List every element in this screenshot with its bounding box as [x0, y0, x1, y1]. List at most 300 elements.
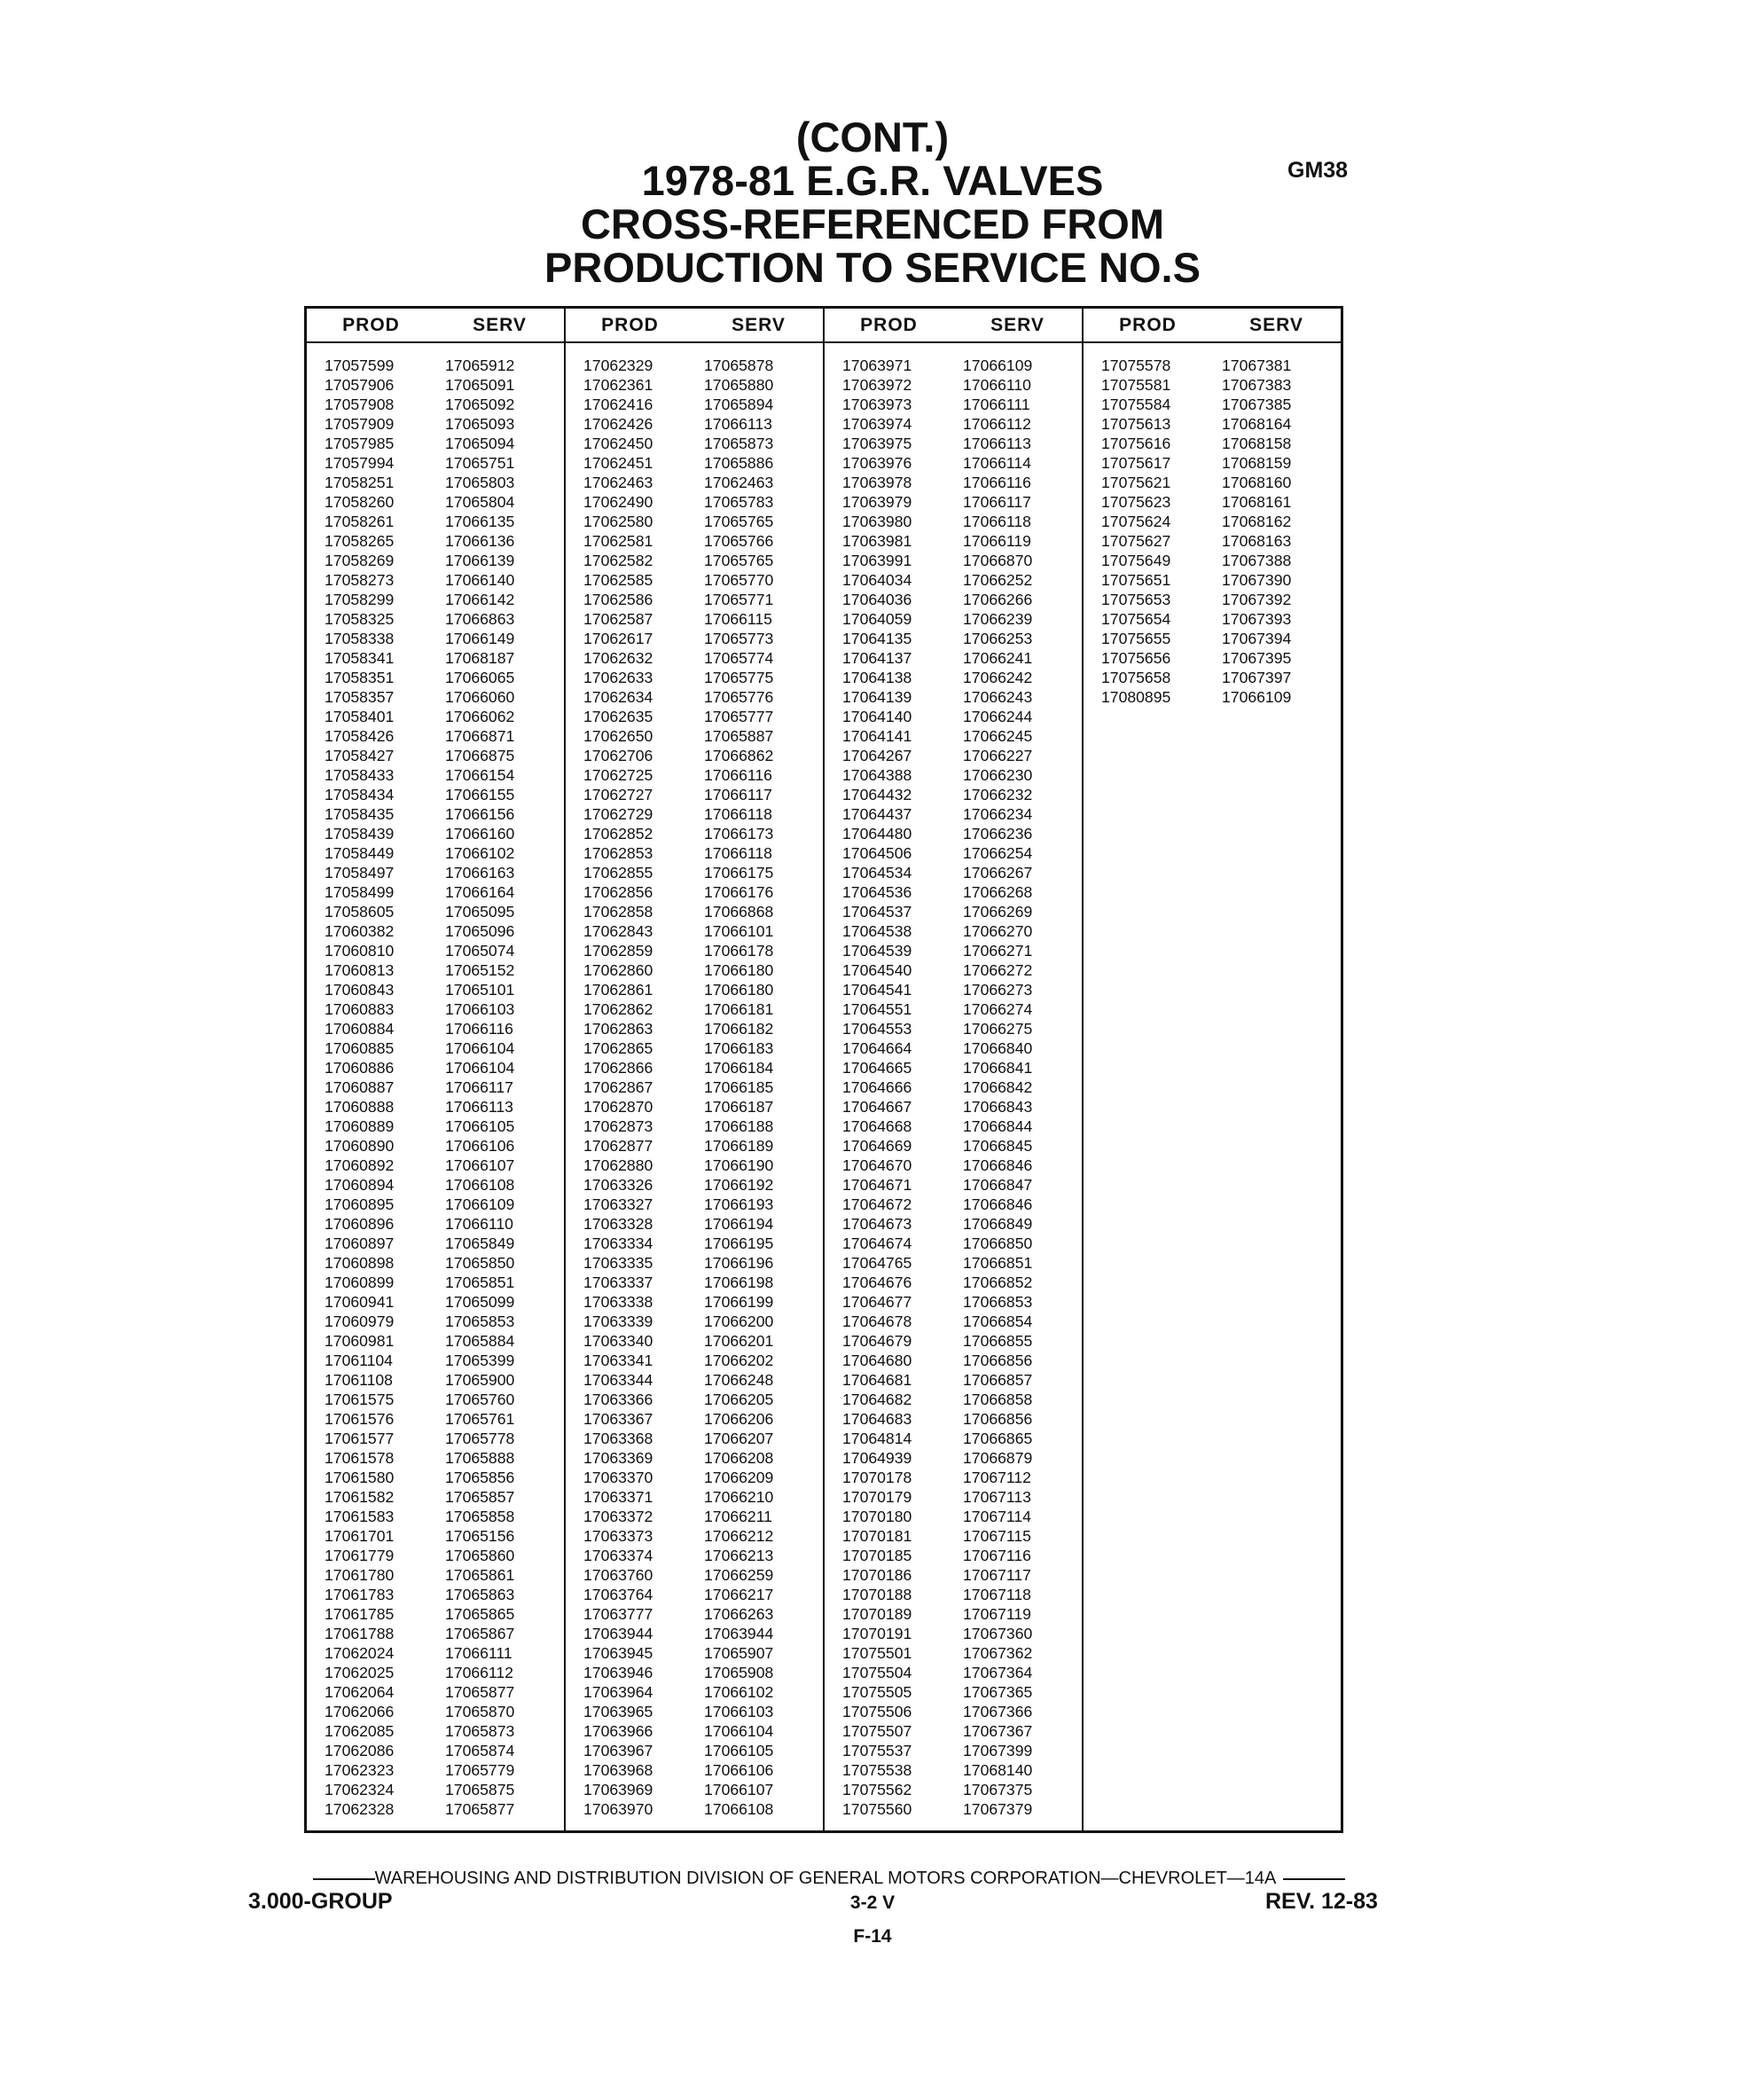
- table-row: [566, 609, 823, 629]
- table-row: [566, 785, 823, 804]
- serv-number: 17066110: [963, 376, 1031, 394]
- prod-number: 17058299: [325, 591, 395, 608]
- table-row: [825, 551, 1082, 570]
- table-row: [566, 1370, 823, 1390]
- prod-number: 17064765: [842, 1254, 912, 1272]
- table-row: [307, 1643, 564, 1663]
- prod-number: 17063340: [583, 1332, 653, 1350]
- serv-number: 17065101: [445, 981, 515, 999]
- serv-number: 17066846: [963, 1156, 1033, 1174]
- prod-number: 17062866: [583, 1059, 653, 1077]
- serv-number: 17063944: [704, 1625, 774, 1642]
- table-row: [566, 902, 823, 921]
- table-row: [566, 726, 823, 746]
- prod-number: 17063945: [583, 1644, 653, 1662]
- table-row: [307, 512, 564, 531]
- table-row: [307, 668, 564, 687]
- table-row: [307, 1565, 564, 1585]
- prod-number: 17075501: [842, 1644, 912, 1662]
- prod-number: 17062581: [583, 532, 653, 550]
- prod-number: 17063344: [583, 1371, 653, 1389]
- serv-number: 17066154: [445, 766, 515, 784]
- serv-number: 17065865: [445, 1605, 515, 1623]
- prod-number: 17075537: [842, 1742, 912, 1759]
- table-row: [825, 1760, 1082, 1780]
- serv-number: 17065761: [445, 1410, 515, 1428]
- serv-number: 17065783: [704, 493, 774, 511]
- serv-number: 17066114: [963, 454, 1031, 472]
- serv-number: 17066060: [445, 688, 515, 706]
- prod-number: 17064388: [842, 766, 912, 784]
- table-row: [1084, 395, 1341, 414]
- prod-number: 17060889: [325, 1117, 395, 1135]
- serv-number: 17066118: [704, 844, 772, 862]
- serv-number: 17066180: [704, 961, 774, 979]
- header-serv: SERV: [732, 314, 786, 335]
- prod-number: 17064539: [842, 942, 912, 960]
- table-row: [566, 1312, 823, 1331]
- table-row: [307, 648, 564, 668]
- serv-number: 17066268: [963, 883, 1033, 901]
- serv-number: 17065776: [704, 688, 774, 706]
- table-row: [566, 765, 823, 785]
- serv-number: 17066844: [963, 1117, 1033, 1135]
- serv-number: 17066193: [704, 1195, 774, 1213]
- prod-number: 17062862: [583, 1000, 653, 1018]
- table-row: [307, 1741, 564, 1760]
- table-row: [307, 492, 564, 512]
- table-row: [825, 375, 1082, 395]
- serv-number: 17066108: [704, 1800, 774, 1818]
- table-row: [566, 980, 823, 999]
- prod-number: 17075651: [1101, 571, 1171, 589]
- table-row: [307, 609, 564, 629]
- prod-number: 17062867: [583, 1078, 653, 1096]
- serv-number: 17067112: [963, 1469, 1031, 1486]
- prod-number: 17070180: [842, 1508, 912, 1525]
- serv-number: 17067383: [1222, 376, 1292, 394]
- cross-reference-table: [304, 306, 1343, 1833]
- serv-number: 17066140: [445, 571, 515, 589]
- serv-number: 17065877: [445, 1800, 515, 1818]
- table-row: [825, 1663, 1082, 1682]
- serv-number: 17067366: [963, 1703, 1033, 1720]
- prod-number: 17063972: [842, 376, 912, 394]
- serv-number: 17067379: [963, 1800, 1033, 1818]
- table-column-group: [307, 309, 566, 1830]
- serv-number: 17067364: [963, 1664, 1033, 1681]
- table-row: [566, 1741, 823, 1760]
- prod-number: 17075617: [1101, 454, 1171, 472]
- table-row: [307, 843, 564, 863]
- table-row: [825, 1468, 1082, 1487]
- table-row: [566, 1390, 823, 1409]
- serv-number: 17066139: [445, 552, 515, 569]
- serv-number: 17065860: [445, 1547, 515, 1564]
- prod-number: 17060843: [325, 981, 395, 999]
- serv-number: 17065092: [445, 396, 515, 413]
- serv-number: 17066112: [445, 1664, 513, 1681]
- table-row: [307, 531, 564, 551]
- serv-number: 17066116: [963, 474, 1031, 491]
- serv-number: 17066252: [963, 571, 1033, 589]
- prod-number: 17070189: [842, 1605, 912, 1623]
- serv-number: 17066108: [445, 1176, 515, 1194]
- prod-number: 17063974: [842, 415, 912, 433]
- prod-number: 17064137: [842, 649, 912, 667]
- table-row: [307, 1604, 564, 1624]
- table-row: [566, 1682, 823, 1702]
- serv-number: 17066107: [704, 1781, 774, 1798]
- table-row: [1084, 570, 1341, 590]
- table-row: [307, 570, 564, 590]
- serv-number: 17066227: [963, 747, 1033, 764]
- serv-number: 17065870: [445, 1703, 515, 1720]
- serv-number: 17065751: [445, 454, 515, 472]
- table-row: [825, 1780, 1082, 1799]
- prod-number: 17064036: [842, 591, 912, 608]
- serv-number: 17066852: [963, 1273, 1033, 1291]
- prod-number: 17062328: [325, 1800, 395, 1818]
- prod-number: 17063372: [583, 1508, 653, 1525]
- table-row: [566, 1097, 823, 1117]
- table-row: [825, 1507, 1082, 1526]
- serv-number: 17066236: [963, 825, 1033, 842]
- table-row: [566, 1077, 823, 1097]
- prod-number: 17064138: [842, 669, 912, 686]
- table-row: [307, 785, 564, 804]
- table-row: [825, 902, 1082, 921]
- prod-number: 17058433: [325, 766, 395, 784]
- prod-number: 17075623: [1101, 493, 1171, 511]
- prod-number: 17058357: [325, 688, 395, 706]
- table-row: [825, 1370, 1082, 1390]
- serv-number: 17067365: [963, 1683, 1033, 1701]
- serv-number: 17068164: [1222, 415, 1292, 433]
- table-row: [566, 414, 823, 434]
- table-row: [825, 570, 1082, 590]
- prod-number: 17064668: [842, 1117, 912, 1135]
- prod-number: 17075656: [1101, 649, 1171, 667]
- table-row: [307, 395, 564, 414]
- table-row: [307, 1702, 564, 1721]
- serv-number: 17065884: [445, 1332, 515, 1350]
- table-row: [825, 1526, 1082, 1546]
- prod-number: 17070191: [842, 1625, 912, 1642]
- table-row: [307, 1019, 564, 1038]
- serv-number: 17065856: [445, 1469, 515, 1486]
- header-prod: PROD: [1119, 314, 1177, 335]
- prod-number: 17062361: [583, 376, 653, 394]
- table-row: [307, 882, 564, 902]
- prod-number: 17058401: [325, 708, 395, 725]
- prod-number: 17064681: [842, 1371, 912, 1389]
- serv-number: 17067360: [963, 1625, 1033, 1642]
- table-row: [307, 902, 564, 921]
- table-row: [825, 1273, 1082, 1292]
- prod-number: 17062586: [583, 591, 653, 608]
- serv-number: 17066190: [704, 1156, 774, 1174]
- table-row: [307, 1058, 564, 1077]
- serv-number: 17066248: [704, 1371, 774, 1389]
- serv-number: 17065803: [445, 474, 515, 491]
- prod-number: 17064551: [842, 1000, 912, 1018]
- table-row: [307, 1526, 564, 1546]
- serv-number: 17065873: [704, 435, 774, 452]
- serv-number: 17066254: [963, 844, 1033, 862]
- serv-number: 17065777: [704, 708, 774, 725]
- table-row: [566, 356, 823, 375]
- serv-number: 17066842: [963, 1078, 1033, 1096]
- prod-number: 17064506: [842, 844, 912, 862]
- prod-number: 17063339: [583, 1312, 653, 1330]
- table-row: [307, 434, 564, 453]
- title-line-4: PRODUCTION TO SERVICE NO.S: [544, 244, 1201, 291]
- prod-number: 17063967: [583, 1742, 653, 1759]
- serv-number: 17066862: [704, 747, 774, 764]
- prod-number: 17062580: [583, 513, 653, 530]
- serv-number: 17068162: [1222, 513, 1292, 530]
- serv-number: 17066102: [704, 1683, 774, 1701]
- serv-number: 17066856: [963, 1410, 1033, 1428]
- prod-number: 17064678: [842, 1312, 912, 1330]
- prod-number: 17062490: [583, 493, 653, 511]
- table-row: [307, 1799, 564, 1819]
- prod-number: 17058273: [325, 571, 395, 589]
- prod-number: 17064670: [842, 1156, 912, 1174]
- serv-number: 17066196: [704, 1254, 774, 1272]
- prod-number: 17058260: [325, 493, 395, 511]
- prod-number: 17062727: [583, 786, 653, 803]
- table-row: [566, 1604, 823, 1624]
- serv-number: 17068160: [1222, 474, 1292, 491]
- prod-number: 17058497: [325, 864, 395, 882]
- serv-number: 17065096: [445, 922, 515, 940]
- prod-number: 17060382: [325, 922, 395, 940]
- serv-number: 17065912: [445, 357, 515, 374]
- table-row: [1084, 453, 1341, 473]
- prod-number: 17064034: [842, 571, 912, 589]
- table-row: [825, 1565, 1082, 1585]
- serv-number: 17066243: [963, 688, 1033, 706]
- prod-number: 17063966: [583, 1722, 653, 1740]
- prod-number: 17064541: [842, 981, 912, 999]
- table-row: [825, 726, 1082, 746]
- serv-number: 17067375: [963, 1781, 1033, 1798]
- table-row: [566, 1253, 823, 1273]
- table-row: [825, 1253, 1082, 1273]
- prod-number: 17063979: [842, 493, 912, 511]
- prod-number: 17060888: [325, 1098, 395, 1116]
- prod-number: 17063368: [583, 1430, 653, 1447]
- table-row: [1084, 473, 1341, 492]
- serv-number: 17065760: [445, 1391, 515, 1408]
- prod-number: 17060899: [325, 1273, 395, 1291]
- prod-number: 17075538: [842, 1761, 912, 1779]
- table-row: [566, 375, 823, 395]
- serv-number: 17066853: [963, 1293, 1033, 1311]
- table-row: [825, 1175, 1082, 1195]
- prod-number: 17062086: [325, 1742, 395, 1759]
- serv-number: 17068163: [1222, 532, 1292, 550]
- table-row: [825, 356, 1082, 375]
- serv-number: 17066263: [704, 1605, 774, 1623]
- prod-number: 17057908: [325, 396, 395, 413]
- table-row: [307, 1448, 564, 1468]
- serv-number: 17066253: [963, 630, 1033, 647]
- serv-number: 17065875: [445, 1781, 515, 1798]
- table-row: [307, 1195, 564, 1214]
- column-header: [825, 309, 1082, 343]
- prod-number: 17060979: [325, 1312, 395, 1330]
- table-row: [566, 570, 823, 590]
- table-row: [1084, 629, 1341, 648]
- table-row: [307, 1468, 564, 1487]
- serv-number: 17065765: [704, 513, 774, 530]
- serv-number: 17065858: [445, 1508, 515, 1525]
- prod-number: 17060883: [325, 1000, 395, 1018]
- prod-number: 17063978: [842, 474, 912, 491]
- prod-number: 17063367: [583, 1410, 653, 1428]
- table-row: [307, 960, 564, 980]
- prod-number: 17070179: [842, 1488, 912, 1506]
- prod-number: 17075624: [1101, 513, 1171, 530]
- table-row: [566, 1448, 823, 1468]
- serv-number: 17066113: [445, 1098, 513, 1116]
- serv-number: 17066201: [704, 1332, 774, 1350]
- serv-number: 17066101: [704, 922, 774, 940]
- prod-number: 17058427: [325, 747, 395, 764]
- serv-number: 17066118: [963, 513, 1031, 530]
- prod-number: 17075627: [1101, 532, 1171, 550]
- table-row: [825, 824, 1082, 843]
- prod-number: 17062587: [583, 610, 653, 628]
- prod-number: 17060941: [325, 1293, 395, 1311]
- serv-number: 17066850: [963, 1234, 1033, 1252]
- table-row: [566, 1780, 823, 1799]
- catalog-code: GM38: [1287, 158, 1349, 183]
- table-row: [825, 434, 1082, 453]
- prod-number: 17063337: [583, 1273, 653, 1291]
- prod-number: 17062880: [583, 1156, 653, 1174]
- table-row: [825, 1292, 1082, 1312]
- serv-number: 17066213: [704, 1547, 774, 1564]
- table-row: [1084, 531, 1341, 551]
- prod-number: 17061701: [325, 1527, 395, 1545]
- prod-number: 17063976: [842, 454, 912, 472]
- serv-number: 17065095: [445, 903, 515, 921]
- serv-number: 17066195: [704, 1234, 774, 1252]
- serv-number: 17066118: [704, 805, 772, 823]
- prod-number: 17064432: [842, 786, 912, 803]
- table-row: [566, 1624, 823, 1643]
- serv-number: 17065156: [445, 1527, 515, 1545]
- serv-number: 17066181: [704, 1000, 774, 1018]
- prod-number: 17064665: [842, 1059, 912, 1077]
- serv-number: 17065863: [445, 1586, 515, 1603]
- table-row: [307, 629, 564, 648]
- table-row: [825, 1429, 1082, 1448]
- serv-number: 17067390: [1222, 571, 1292, 589]
- prod-number: 17060894: [325, 1176, 395, 1194]
- serv-number: 17066189: [704, 1137, 774, 1155]
- prod-number: 17060981: [325, 1332, 395, 1350]
- serv-number: 17066211: [704, 1508, 772, 1525]
- serv-number: 17066208: [704, 1449, 774, 1467]
- table-row: [307, 1253, 564, 1273]
- table-row: [307, 1487, 564, 1507]
- table-row: [566, 473, 823, 492]
- table-row: [566, 1292, 823, 1312]
- prod-number: 17075658: [1101, 669, 1171, 686]
- serv-number: 17066104: [445, 1059, 515, 1077]
- footer-page-number: F-14: [853, 1926, 892, 1947]
- prod-number: 17064814: [842, 1430, 912, 1447]
- serv-number: 17066205: [704, 1391, 774, 1408]
- serv-number: 17066103: [445, 1000, 515, 1018]
- prod-number: 17062632: [583, 649, 653, 667]
- serv-number: 17065771: [704, 591, 774, 608]
- prod-number: 17064664: [842, 1039, 912, 1057]
- prod-number: 17062650: [583, 727, 653, 745]
- prod-number: 17064537: [842, 903, 912, 921]
- serv-number: 17065152: [445, 961, 515, 979]
- prod-number: 17062859: [583, 942, 653, 960]
- serv-number: 17066209: [704, 1469, 774, 1486]
- serv-number: 17066106: [704, 1761, 774, 1779]
- prod-number: 17061779: [325, 1547, 395, 1564]
- prod-number: 17061788: [325, 1625, 395, 1642]
- prod-number: 17062873: [583, 1117, 653, 1135]
- serv-number: 17065894: [704, 396, 774, 413]
- table-row: [825, 1604, 1082, 1624]
- prod-number: 17063334: [583, 1234, 653, 1252]
- prod-number: 17062329: [583, 357, 653, 374]
- serv-number: 17068159: [1222, 454, 1292, 472]
- prod-number: 17063327: [583, 1195, 653, 1213]
- table-row: [825, 1195, 1082, 1214]
- table-row: [825, 1117, 1082, 1136]
- serv-number: 17066111: [445, 1644, 513, 1662]
- serv-number: 17066185: [704, 1078, 774, 1096]
- table-row: [566, 590, 823, 609]
- prod-number: 17075653: [1101, 591, 1171, 608]
- prod-number: 17064553: [842, 1020, 912, 1038]
- prod-number: 17058325: [325, 610, 395, 628]
- table-row: [307, 1546, 564, 1565]
- prod-number: 17058435: [325, 805, 395, 823]
- prod-number: 17062725: [583, 766, 653, 784]
- table-row: [1084, 434, 1341, 453]
- prod-number: 17064141: [842, 727, 912, 745]
- table-row: [825, 1624, 1082, 1643]
- serv-number: 17066245: [963, 727, 1033, 745]
- table-row: [825, 1331, 1082, 1351]
- serv-number: 17066200: [704, 1312, 774, 1330]
- table-row: [825, 843, 1082, 863]
- serv-number: 17067388: [1222, 552, 1292, 569]
- serv-number: 17066155: [445, 786, 515, 803]
- serv-number: 17066865: [963, 1430, 1033, 1447]
- table-row: [566, 1136, 823, 1156]
- serv-number: 17066217: [704, 1586, 774, 1603]
- table-row: [566, 1351, 823, 1370]
- prod-number: 17062633: [583, 669, 653, 686]
- serv-number: 17066840: [963, 1039, 1033, 1057]
- serv-number: 17066113: [963, 435, 1031, 452]
- prod-number: 17060810: [325, 942, 395, 960]
- prod-number: 17062426: [583, 415, 653, 433]
